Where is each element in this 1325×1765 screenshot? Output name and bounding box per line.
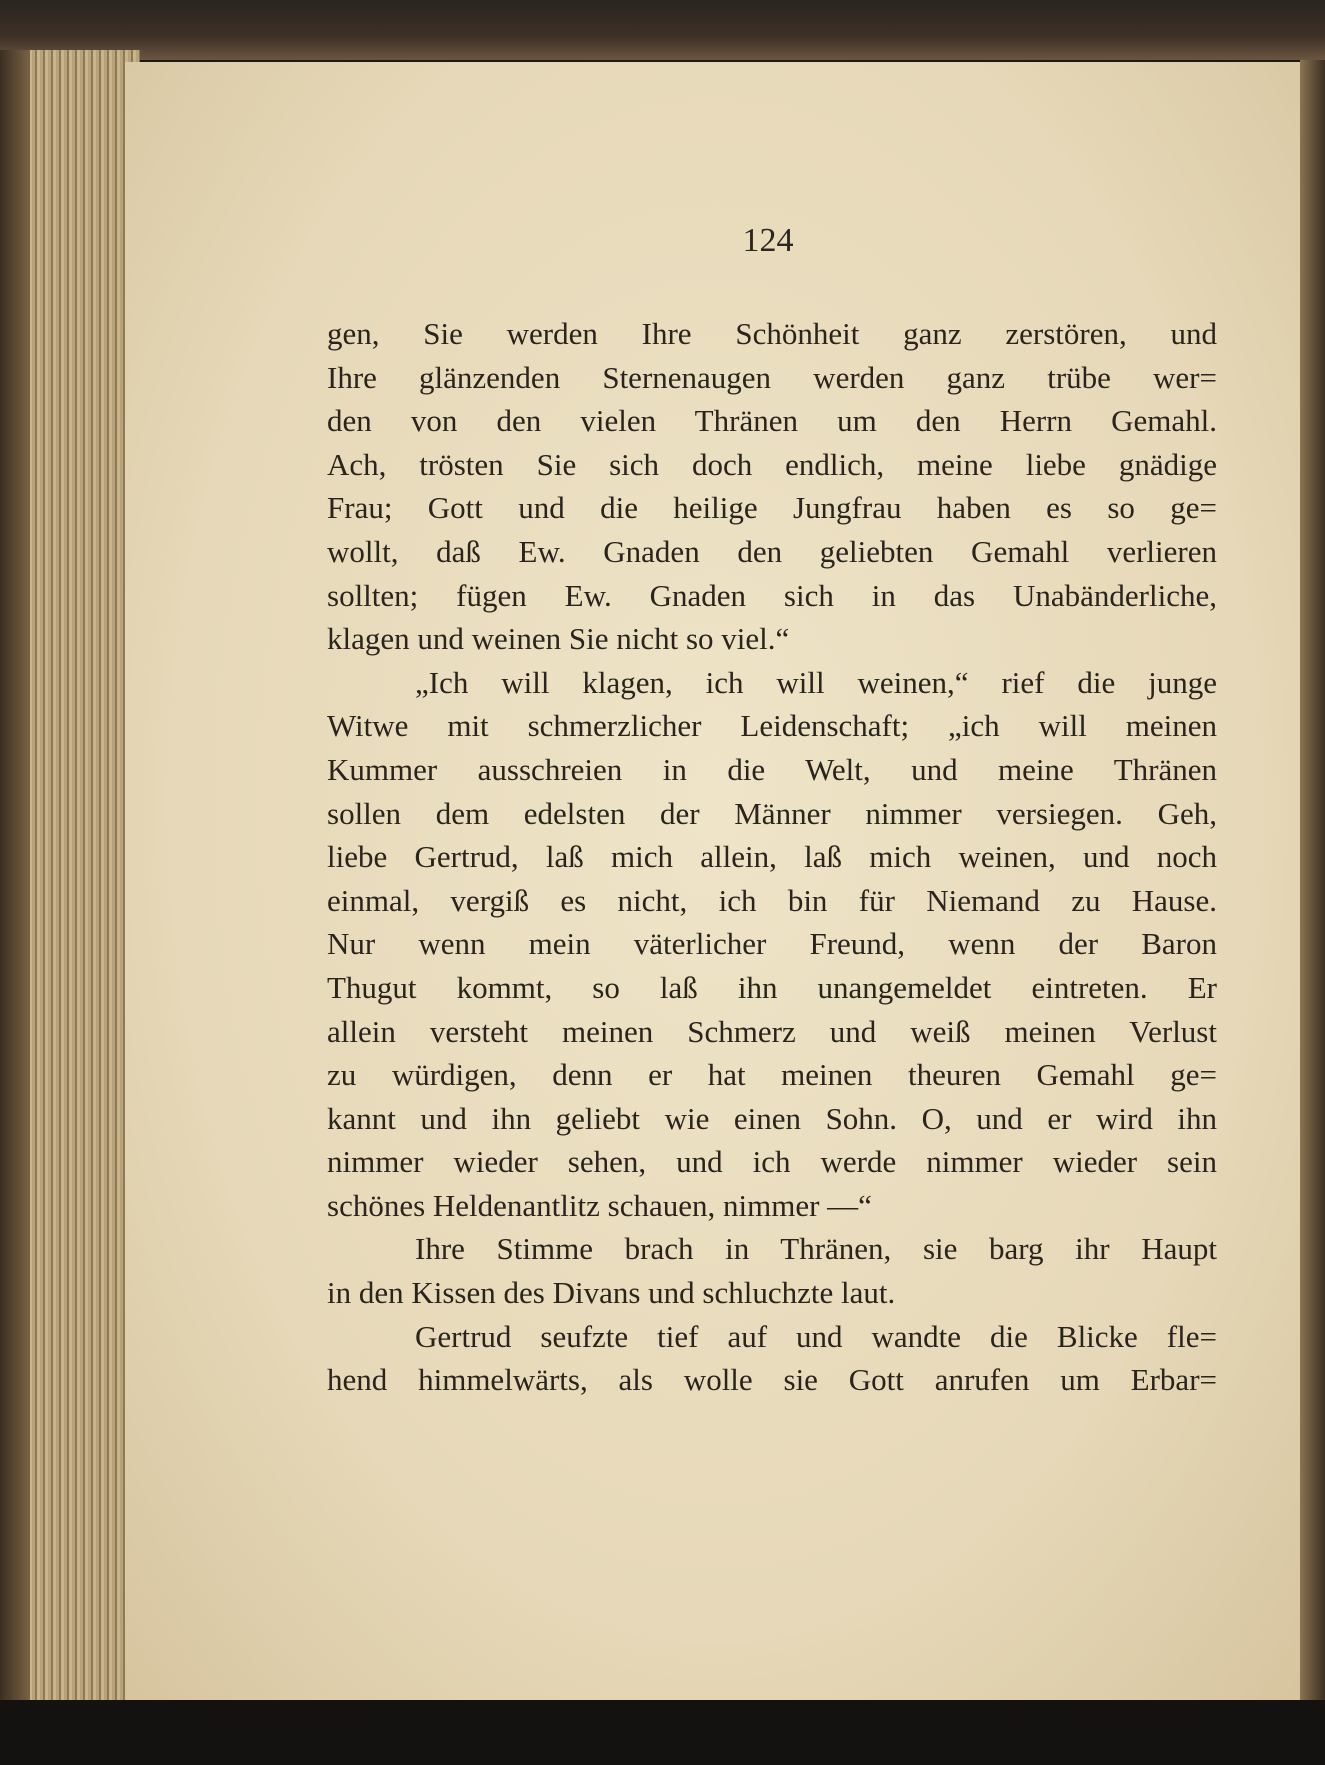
text-line: Ihre glänzenden Sternenaugen werden ganz trübe wer=	[327, 359, 1217, 395]
text-line: „Ich will klagen, ich will weinen,“ rief die junge	[415, 664, 1217, 700]
body-text	[327, 312, 1217, 1402]
text-line: Thugut kommt, so laß ihn unangemeldet eintreten. Er	[327, 969, 1217, 1005]
scan-background-bottom	[0, 1700, 1325, 1765]
text-line: einmal, vergiß es nicht, ich bin für Niemand zu Hause.	[327, 882, 1217, 918]
text-line: schönes Heldenantlitz schauen, nimmer —“	[327, 1187, 872, 1223]
text-line: sollen dem edelsten der Männer nimmer versiegen. Geh,	[327, 795, 1217, 831]
text-line: zu würdigen, denn er hat meinen theuren Gemahl ge=	[327, 1057, 1217, 1093]
text-line: Ach, trösten Sie sich doch endlich, meine liebe gnädige	[327, 446, 1217, 482]
text-line: klagen und weinen Sie nicht so viel.“	[327, 621, 790, 657]
text-line: Nur wenn mein väterlicher Freund, wenn der Baron	[327, 926, 1217, 962]
text-line: in den Kissen des Divans und schluchzte laut.	[327, 1275, 896, 1311]
text-line: den von den vielen Thränen um den Herrn Gemahl.	[327, 403, 1217, 439]
text-line: hend himmelwärts, als wolle sie Gott anrufen um Erbar=	[327, 1362, 1217, 1398]
text-line: wollt, daß Ew. Gnaden den geliebten Gemahl verlieren	[327, 533, 1217, 569]
text-line: liebe Gertrud, laß mich allein, laß mich weinen, und noch	[327, 839, 1217, 875]
text-line: nimmer wieder sehen, und ich werde nimmer wieder sein	[327, 1144, 1217, 1180]
page-stack-edges	[0, 50, 140, 1710]
text-line: Frau; Gott und die heilige Jungfrau haben es so ge=	[327, 490, 1217, 526]
page-number: 124	[742, 222, 794, 259]
text-line: Gertrud seufzte tief auf und wandte die Blicke fle=	[415, 1318, 1217, 1354]
book-binding-top	[0, 0, 1325, 60]
text-line: Ihre Stimme brach in Thränen, sie barg ihr Haupt	[415, 1231, 1217, 1267]
text-line: allein versteht meinen Schmerz und weiß meinen Verlust	[327, 1013, 1217, 1049]
text-line: gen, Sie werden Ihre Schönheit ganz zerstören, und	[327, 316, 1217, 351]
text-line: Witwe mit schmerzlicher Leidenschaft; „ich will meinen	[327, 708, 1217, 744]
text-line: sollten; fügen Ew. Gnaden sich in das Unabänderliche,	[327, 577, 1217, 613]
book-edge-right	[1300, 60, 1325, 1710]
text-line: Kummer ausschreien in die Welt, und meine Thränen	[327, 751, 1217, 787]
text-line: kannt und ihn geliebt wie einen Sohn. O, und er wird ihn	[327, 1100, 1217, 1136]
